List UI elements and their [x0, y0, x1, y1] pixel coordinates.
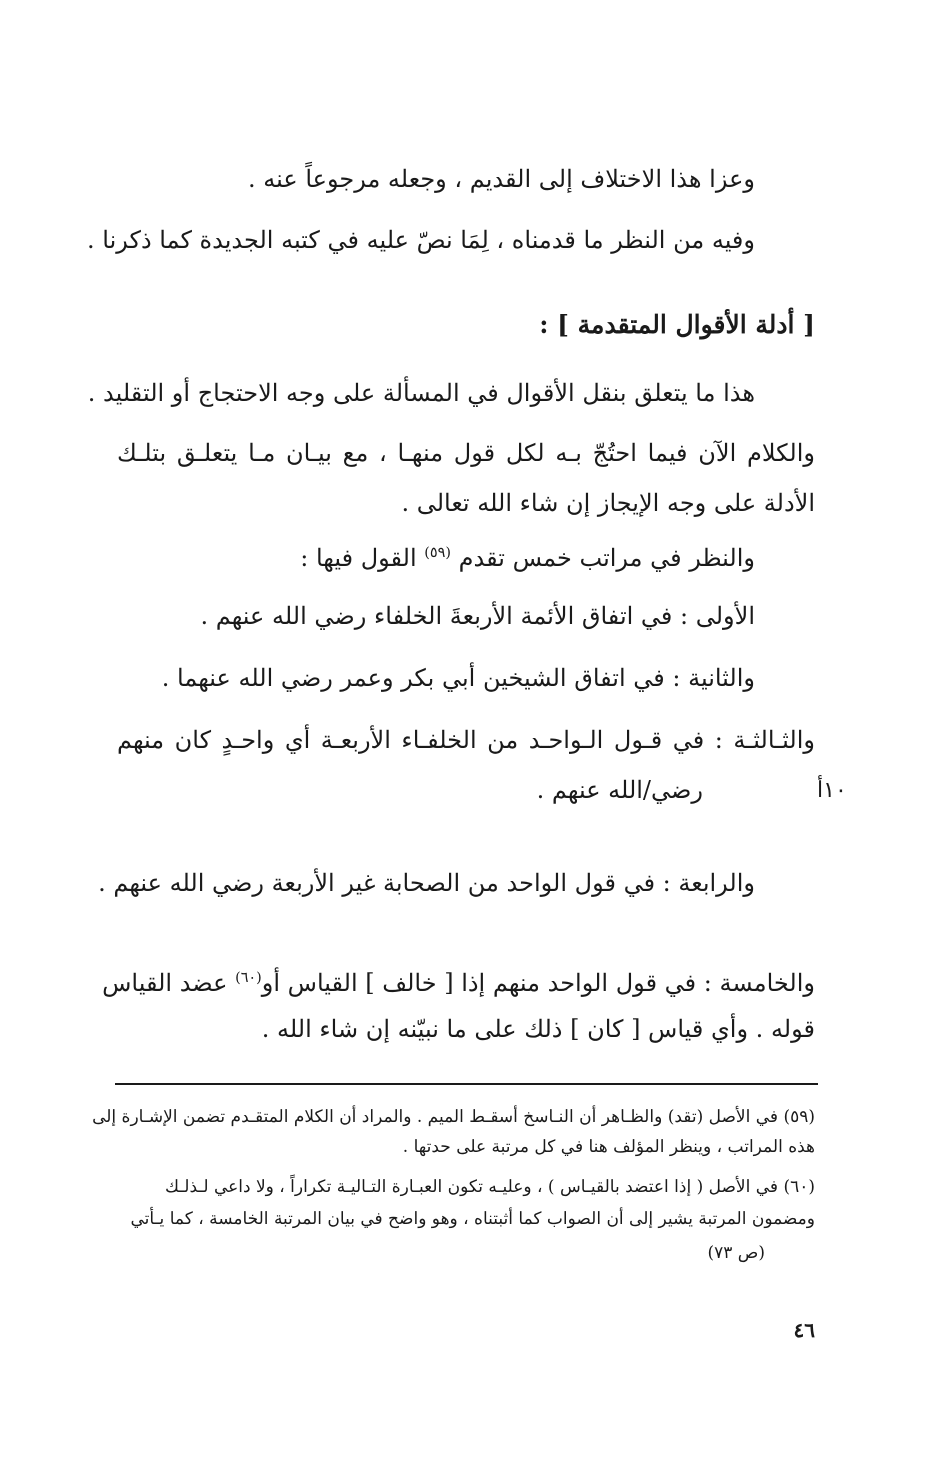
folio-margin-note: ١٠أ — [817, 778, 847, 803]
body-line: وعزا هذا الاختلاف إلى القديم ، وجعله مرجوعاً عنه . — [248, 165, 755, 193]
body-text: والنظر في مراتب خمس تقدم — [458, 544, 755, 572]
footnote-ref: (٦٠) — [235, 970, 262, 986]
body-line: رضي/الله عنهم . — [536, 776, 703, 804]
footnote-ref: (٥٩) — [424, 545, 452, 561]
body-line: هذا ما يتعلق بنقل الأقوال في المسألة على وجه الاحتجاج أو التقليد . — [87, 379, 755, 407]
body-text: والخامسة : في قول الواحد منهم إذا [ خالف ] القياس أو — [261, 969, 815, 997]
body-line — [102, 966, 815, 1000]
body-line: والكلام الآن فيما احتُجّ بـه لكل قول منهـا ، مع بيـان مـا يتعلـق بتلـك — [117, 439, 816, 467]
footnote-line: (ص ٧٣) — [707, 1243, 765, 1263]
body-line: والثانية : في اتفاق الشيخين أبي بكر وعمر رضي الله عنهما . — [161, 664, 755, 692]
body-text: القول فيها : — [300, 544, 417, 572]
body-line: الأولى : في اتفاق الأئمة الأربعةَ الخلفاء رضي الله عنهم . — [200, 602, 755, 630]
footnote-line: (٦٠) في الأصل ( إذا اعتضد بالقيـاس ) ، وعليـه تكون العبـارة التـاليـة تكراراً ، ولا داعي لـذلـك — [164, 1177, 815, 1197]
body-line: قوله . وأي قياس [ كان ] ذلك على ما نبيّنه إن شاء الله . — [261, 1015, 815, 1043]
page-number: ٤٦ — [793, 1318, 815, 1342]
body-line — [300, 541, 755, 575]
body-text: عضد القياس — [102, 969, 228, 997]
body-line: الأدلة على وجه الإيجاز إن شاء الله تعالى . — [401, 489, 815, 517]
footnote-line: هذه المراتب ، وينظر المؤلف هنا في كل مرتبة على حدتها . — [402, 1137, 815, 1157]
footnote-line: (٥٩) في الأصل (تقد) والظـاهر أن النـاسخ أسقـط الميم . والمراد أن الكلام المتقـدم تضمن الإشـارة إلى — [92, 1107, 815, 1127]
footnote-line: ومضمون المرتبة يشير إلى أن الصواب كما أثبتناه ، وهو واضح في بيان المرتبة الخامسة ، كما يـأتي — [130, 1209, 815, 1229]
section-heading: [ أدلة الأقوال المتقدمة ] : — [539, 310, 815, 339]
body-line: والرابعة : في قول الواحد من الصحابة غير الأربعة رضي الله عنهم . — [98, 869, 755, 897]
footnote-separator — [115, 1083, 818, 1085]
body-line: وفيه من النظر ما قدمناه ، لِمَا نصّ عليه في كتبه الجديدة كما ذكرنا . — [87, 226, 755, 254]
body-line: والثـالثـة : في قـول الـواحـد من الخلفـاء الأربعـة أي واحـدٍ كان منهم — [117, 726, 815, 754]
